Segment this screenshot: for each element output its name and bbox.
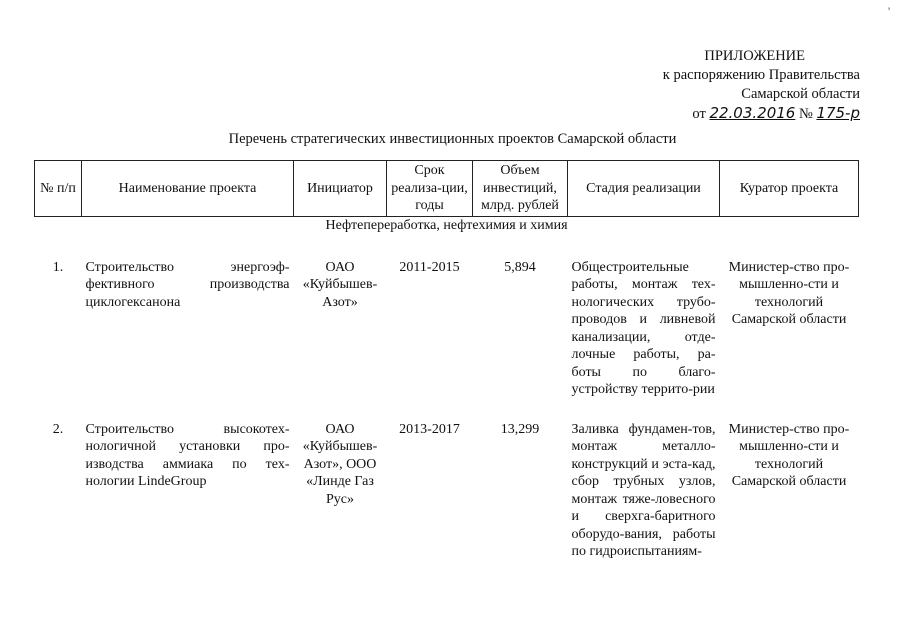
period: 2013-2017 bbox=[399, 421, 460, 437]
table-header-row bbox=[35, 161, 859, 217]
document-title: Перечень стратегических инвестиционных проектов Самарской области bbox=[228, 131, 677, 147]
from-label: от bbox=[692, 106, 706, 122]
appendix-block bbox=[600, 47, 860, 124]
project-name: Строительство энергоэф-фективного производства циклогексанона bbox=[85, 259, 290, 310]
initiator: ОАО «Куйбышев-Азот», ООО «Линде Газ Рус» bbox=[302, 421, 378, 507]
project-name: Строительство высокотех-нологичной установки про-изводства аммиака по тех-нологии LindeGroup bbox=[85, 421, 290, 489]
row-number: 2. bbox=[52, 421, 64, 437]
curator: Министер-ство про-мышленно-сти и технологий Самарской области bbox=[728, 421, 850, 489]
header-initiator: Инициатор bbox=[294, 161, 387, 217]
investment: 5,894 bbox=[504, 259, 536, 275]
header-project-name: Наименование проекта bbox=[82, 161, 294, 217]
section-title: Нефтепереработка, нефтехимия и химия bbox=[325, 217, 568, 233]
decree-date: 22.03.2016 bbox=[709, 104, 796, 122]
period: 2011-2015 bbox=[399, 259, 460, 275]
curator: Министер-ство про-мышленно-сти и технологий Самарской области bbox=[728, 259, 850, 327]
row-number: 1. bbox=[52, 259, 64, 275]
investment: 13,299 bbox=[500, 421, 540, 437]
header-stage: Стадия реализации bbox=[568, 161, 720, 217]
header-number: № п/п bbox=[35, 161, 82, 217]
appendix-line-2: Самарской области bbox=[741, 86, 860, 102]
header-curator: Куратор проекта bbox=[720, 161, 859, 217]
header-period: Срок реализа-ции, годы bbox=[387, 161, 473, 217]
header-investment: Объем инвестиций, млрд. рублей bbox=[473, 161, 568, 217]
decree-line bbox=[600, 104, 860, 124]
table-row bbox=[35, 419, 859, 561]
table-row bbox=[35, 257, 859, 399]
appendix-title: ПРИЛОЖЕНИЕ bbox=[704, 48, 805, 64]
section-row bbox=[35, 216, 859, 237]
corner-mark: ' bbox=[888, 4, 891, 18]
projects-table bbox=[34, 160, 859, 561]
decree-number: 175-р bbox=[816, 104, 860, 122]
stage: Заливка фундамен-тов, монтаж металло-конструкций и эста-кад, сбор трубных узлов, монтаж тяже-ловесного и сверхга-баритного оборудо-вания, работы по гидроиспытаниям- bbox=[571, 421, 716, 559]
initiator: ОАО «Куйбышев-Азот» bbox=[302, 259, 378, 310]
appendix-line-1: к распоряжению Правительства bbox=[662, 67, 860, 83]
number-label: № bbox=[798, 106, 813, 122]
stage: Общестроительные работы, монтаж тех-нологических трубо-проводов и ливневой канализации, отде-лочные работы, ра-боты по благо-устройству террито-рии bbox=[571, 259, 716, 397]
